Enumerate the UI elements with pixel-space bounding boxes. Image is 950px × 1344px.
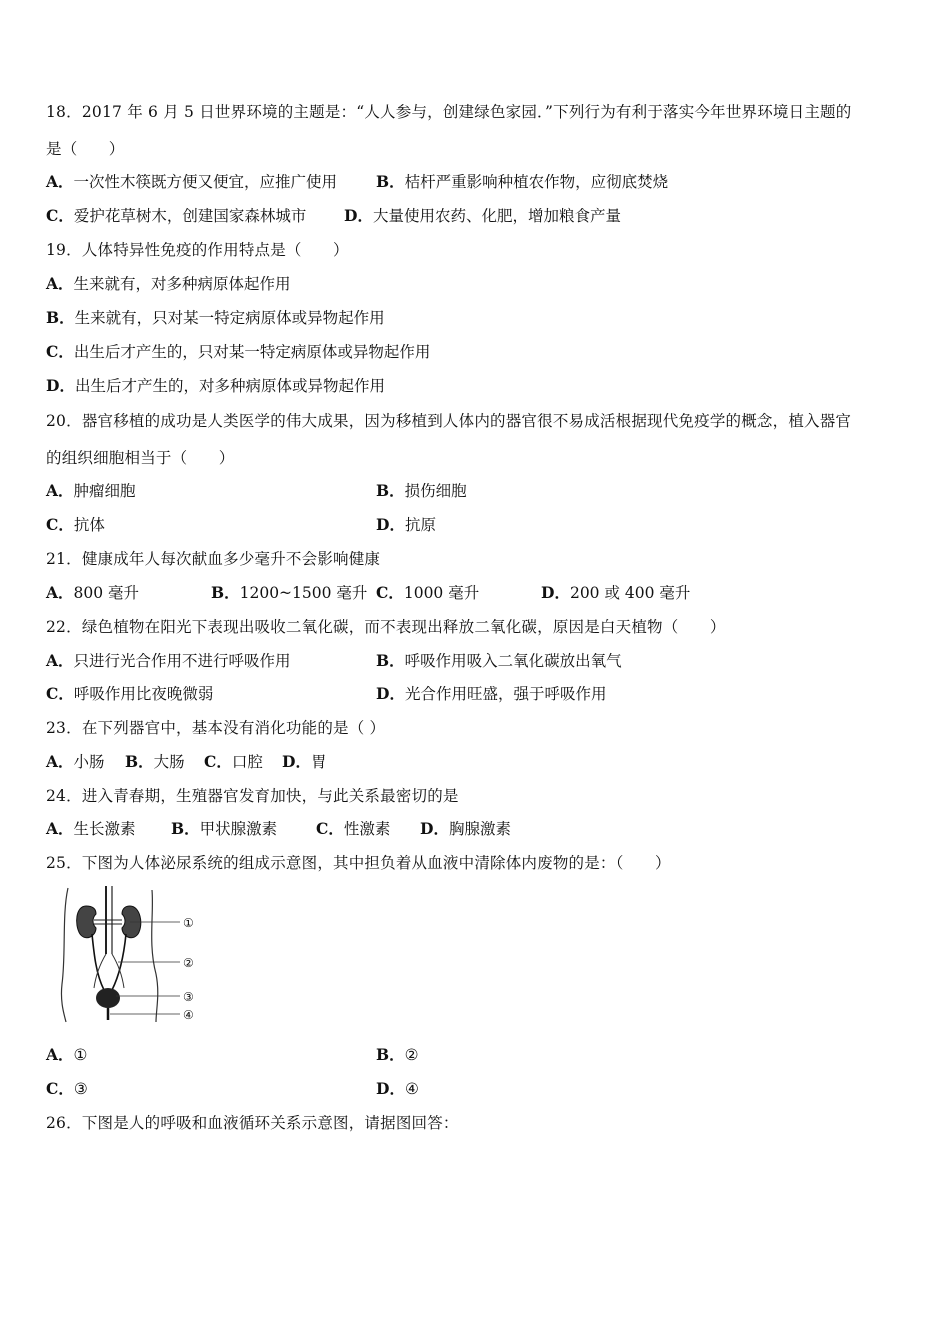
q25-option-b xyxy=(376,1045,419,1065)
option-text: 大量使用农药、化肥，增加粮食产量 xyxy=(372,207,621,225)
option-label: D． xyxy=(420,819,449,838)
option-label: A． xyxy=(46,819,74,838)
option-text: 1000 毫升 xyxy=(403,584,480,602)
option-label: B． xyxy=(376,172,405,191)
q24-option-c xyxy=(316,819,390,839)
option-label: C． xyxy=(46,684,74,703)
q21-option-a xyxy=(46,583,139,603)
option-label: C． xyxy=(46,515,74,534)
q22-option-b xyxy=(376,651,622,671)
option-text: 光合作用旺盛，强于呼吸作用 xyxy=(404,685,607,703)
option-label: A． xyxy=(46,481,74,500)
q19-option-b xyxy=(46,308,385,328)
q21-stem: 21．健康成年人每次献血多少毫升不会影响健康 xyxy=(46,550,381,568)
q23-option-d xyxy=(282,752,326,772)
option-label: D． xyxy=(376,684,405,703)
option-label: D． xyxy=(376,1079,405,1098)
diagram-label-4: ④ xyxy=(183,1008,194,1022)
body-outline-left xyxy=(61,888,68,1022)
option-text: 呼吸作用吸入二氧化碳放出氧气 xyxy=(404,652,622,670)
q20-option-a xyxy=(46,481,136,501)
option-label: B． xyxy=(46,308,75,327)
q20-stem-line1: 20．器官移植的成功是人类医学的伟大成果，因为移植到人体内的器官很不易成活根据现代免疫学的概念，植入器官 xyxy=(46,412,852,430)
option-label: D． xyxy=(344,206,373,225)
option-label: B． xyxy=(211,583,240,602)
q18-option-a xyxy=(46,172,337,192)
q24-option-d xyxy=(420,819,511,839)
option-text: 损伤细胞 xyxy=(404,482,467,500)
q20-option-c xyxy=(46,515,105,535)
option-text: 甲状腺激素 xyxy=(199,820,278,838)
body-outline-right xyxy=(152,890,158,1022)
option-text: 生来就有，对多种病原体起作用 xyxy=(73,275,291,293)
option-label: A． xyxy=(46,583,74,602)
diagram-label-2: ② xyxy=(183,956,194,970)
diagram-label-3: ③ xyxy=(183,990,194,1004)
left-kidney xyxy=(77,906,96,938)
q25-stem: 25．下图为人体泌尿系统的组成示意图，其中担负着从血液中清除体内废物的是：（ ） xyxy=(46,854,671,872)
option-text: ③ xyxy=(73,1080,88,1098)
q21-option-d xyxy=(541,583,690,603)
option-text: 大肠 xyxy=(153,753,185,771)
option-label: D． xyxy=(541,583,570,602)
option-label: C． xyxy=(376,583,404,602)
q22-option-d xyxy=(376,684,606,704)
option-text: 桔杆严重影响种植农作物，应彻底焚烧 xyxy=(404,173,669,191)
option-label: A． xyxy=(46,172,74,191)
q24-option-a xyxy=(46,819,136,839)
option-text: 出生后才产生的，对多种病原体或异物起作用 xyxy=(74,377,385,395)
q20-stem-line2: 的组织细胞相当于（ ） xyxy=(46,449,235,467)
option-label: A． xyxy=(46,651,74,670)
q19-option-d xyxy=(46,376,385,396)
option-label: B． xyxy=(376,1045,405,1064)
option-label: C． xyxy=(46,1079,74,1098)
option-text: 出生后才产生的，只对某一特定病原体或异物起作用 xyxy=(73,343,431,361)
option-label: B． xyxy=(376,651,405,670)
option-label: D． xyxy=(282,752,311,771)
option-label: C． xyxy=(204,752,232,771)
urinary-system-diagram xyxy=(56,884,206,1026)
option-text: ① xyxy=(73,1046,88,1064)
q22-option-c xyxy=(46,684,213,704)
q24-stem: 24．进入青春期，生殖器官发育加快，与此关系最密切的是 xyxy=(46,787,459,805)
q22-stem: 22．绿色植物在阳光下表现出吸收二氧化碳，而不表现出释放二氧化碳，原因是白天植物（ ） xyxy=(46,618,726,636)
option-text: 抗体 xyxy=(73,516,105,534)
q23-option-a xyxy=(46,752,105,772)
option-text: 呼吸作用比夜晚微弱 xyxy=(73,685,214,703)
option-label: D． xyxy=(46,376,75,395)
renal-vessels xyxy=(94,920,122,924)
q18-stem-line2: 是（ ） xyxy=(46,140,125,158)
q19-option-a xyxy=(46,274,291,294)
q19-option-c xyxy=(46,342,430,362)
option-label: A． xyxy=(46,274,74,293)
option-text: 200 或 400 毫升 xyxy=(569,584,691,602)
q19-stem: 19．人体特异性免疫的作用特点是（ ） xyxy=(46,241,349,259)
q18-option-d xyxy=(344,206,621,226)
option-label: B． xyxy=(125,752,154,771)
option-text: 胸腺激素 xyxy=(448,820,511,838)
option-text: 口腔 xyxy=(231,753,263,771)
q18-stem-line1: 18．2017 年 6 月 5 日世界环境的主题是：“人人参与，创建绿色家园．”下列行为有利于落实今年世界环境日主题的 xyxy=(46,103,852,121)
option-text: 胃 xyxy=(310,753,327,771)
option-label: C． xyxy=(46,342,74,361)
option-text: 生来就有，只对某一特定病原体或异物起作用 xyxy=(74,309,385,327)
option-text: 爱护花草树木，创建国家森林城市 xyxy=(73,207,307,225)
q25-option-c xyxy=(46,1079,88,1099)
option-label: A． xyxy=(46,1045,74,1064)
option-text: 1200~1500 毫升 xyxy=(239,584,368,602)
q23-option-c xyxy=(204,752,263,772)
option-text: 800 毫升 xyxy=(73,584,140,602)
q26-stem: 26．下图是人的呼吸和血液循环关系示意图，请据图回答： xyxy=(46,1114,459,1132)
q22-option-a xyxy=(46,651,291,671)
q21-option-b xyxy=(211,583,367,603)
option-text: ② xyxy=(404,1046,419,1064)
option-text: 肿瘤细胞 xyxy=(73,482,136,500)
q18-option-b xyxy=(376,172,668,192)
option-label: C． xyxy=(46,206,74,225)
option-text: 抗原 xyxy=(404,516,436,534)
option-label: A． xyxy=(46,752,74,771)
option-text: 生长激素 xyxy=(73,820,136,838)
option-text: ④ xyxy=(404,1080,419,1098)
diagram-label-1: ① xyxy=(183,916,194,930)
option-label: B． xyxy=(171,819,200,838)
q20-option-d xyxy=(376,515,436,535)
option-text: 小肠 xyxy=(73,753,105,771)
q18-option-c xyxy=(46,206,306,226)
option-text: 只进行光合作用不进行呼吸作用 xyxy=(73,652,291,670)
bladder xyxy=(96,988,120,1008)
q23-option-b xyxy=(125,752,185,772)
q21-option-c xyxy=(376,583,479,603)
urinary-system-svg xyxy=(56,884,206,1026)
option-text: 性激素 xyxy=(343,820,391,838)
q24-option-b xyxy=(171,819,277,839)
option-label: D． xyxy=(376,515,405,534)
q23-stem: 23．在下列器官中，基本没有消化功能的是（ ） xyxy=(46,719,386,737)
option-label: C． xyxy=(316,819,344,838)
q25-option-a xyxy=(46,1045,87,1065)
option-text: 一次性木筷既方便又便宜，应推广使用 xyxy=(73,173,338,191)
q25-option-d xyxy=(376,1079,419,1099)
option-label: B． xyxy=(376,481,405,500)
q20-option-b xyxy=(376,481,467,501)
